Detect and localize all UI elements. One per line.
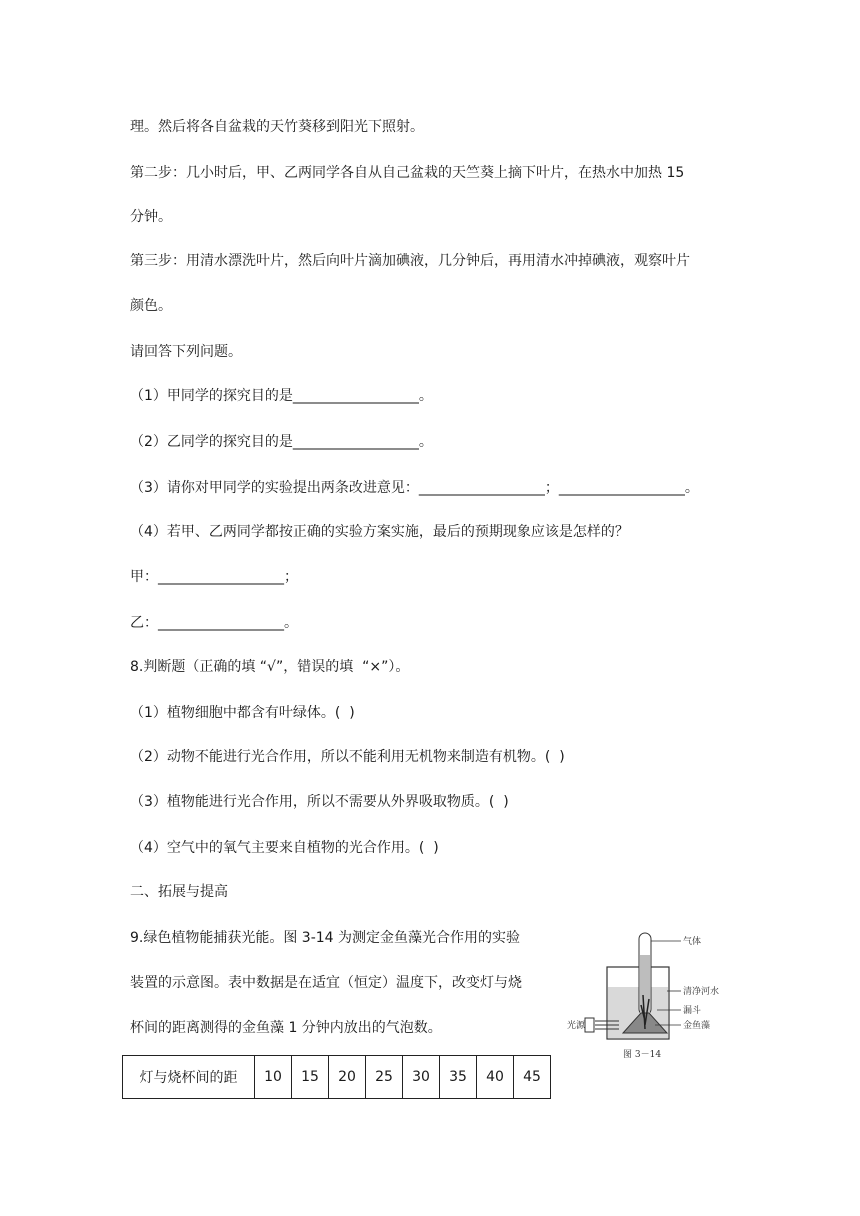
question-1: （1）甲同学的探究目的是__________________。 xyxy=(130,388,433,404)
label-funnel: 漏斗 xyxy=(683,1006,702,1016)
table-cell: 20 xyxy=(329,1056,366,1099)
table-cell: 45 xyxy=(514,1056,551,1099)
table-cell: 40 xyxy=(477,1056,514,1099)
table-cell: 15 xyxy=(292,1056,329,1099)
light-box xyxy=(585,1018,594,1032)
section-heading: 二、拓展与提高 xyxy=(130,884,228,900)
answer-yi: 乙：__________________。 xyxy=(130,615,298,631)
answer-jia: 甲：__________________； xyxy=(130,569,298,585)
instruction-line: 请回答下列问题。 xyxy=(130,344,242,360)
question-4: （4）若甲、乙两同学都按正确的实验方案实施，最后的预期现象应该是怎样的？ xyxy=(130,524,629,540)
judgement-1: （1）植物细胞中都含有叶绿体。( ) xyxy=(130,705,355,721)
question-2: （2）乙同学的探究目的是__________________。 xyxy=(130,434,433,450)
label-gas: 气体 xyxy=(683,937,702,947)
step-three-line: 第三步：用清水漂洗叶片，然后向叶片滴加碘液，几分钟后，再用清水冲掉碘液，观察叶片 xyxy=(130,253,690,269)
question-9-line: 杯间的距离测得的金鱼藻 1 分钟内放出的气泡数。 xyxy=(130,1020,442,1036)
distance-table xyxy=(122,1055,551,1099)
table-cell: 10 xyxy=(255,1056,292,1099)
question-9-line: 装置的示意图。表中数据是在适宜（恒定）温度下，改变灯与烧 xyxy=(130,975,522,991)
experiment-apparatus-figure xyxy=(563,925,729,1065)
table-cell: 25 xyxy=(366,1056,403,1099)
label-water: 清净河水 xyxy=(683,987,720,997)
question-3: （3）请你对甲同学的实验提出两条改进意见：__________________；__________________。 xyxy=(130,480,699,496)
table-row xyxy=(123,1056,551,1099)
paragraph-line: 颜色。 xyxy=(130,298,172,314)
paragraph-line: 理。然后将各自盆栽的天竹葵移到阳光下照射。 xyxy=(130,119,424,135)
label-plant: 金鱼藻 xyxy=(683,1021,711,1031)
table-header-cell: 灯与烧杯间的距 xyxy=(123,1056,255,1099)
table-cell: 35 xyxy=(440,1056,477,1099)
judgement-4: （4）空气中的氧气主要来自植物的光合作用。( ) xyxy=(130,840,439,856)
question-9-line: 9.绿色植物能捕获光能。图 3-14 为测定金鱼藻光合作用的实验 xyxy=(130,930,521,946)
judgement-3: （3）植物能进行光合作用，所以不需要从外界吸取物质。( ) xyxy=(130,794,509,810)
table-cell: 30 xyxy=(403,1056,440,1099)
question-8-heading: 8.判断题（正确的填 “√”，错误的填 “×”）。 xyxy=(130,659,410,675)
label-light-source: 光源 xyxy=(567,1021,586,1031)
figure-caption: 图 3－14 xyxy=(623,1050,662,1060)
step-two-line: 第二步：几小时后，甲、乙两同学各自从自己盆栽的天竺葵上摘下叶片，在热水中加热 15 xyxy=(130,165,685,181)
paragraph-line: 分钟。 xyxy=(130,209,172,225)
judgement-2: （2）动物不能进行光合作用，所以不能利用无机物来制造有机物。( ) xyxy=(130,749,565,765)
